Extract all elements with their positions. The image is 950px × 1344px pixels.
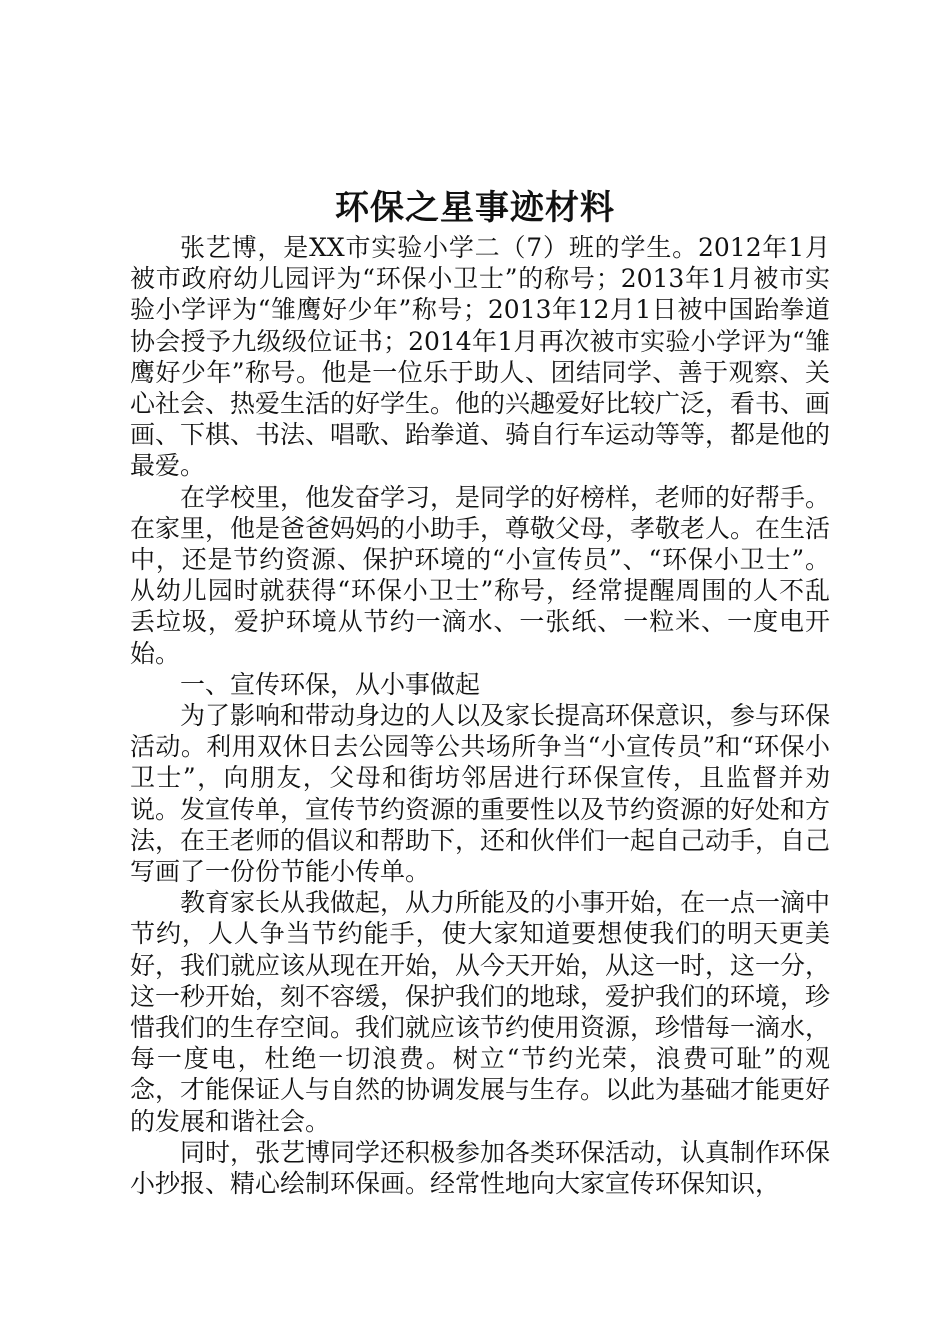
paragraph-activities: 同时，张艺博同学还积极参加各类环保活动，认真制作环保小抄报、精心绘制环保画。经常性地向大家宣传环保知识，: [130, 1137, 831, 1199]
paragraph-promotion: 为了影响和带动身边的人以及家长提高环保意识，参与环保活动。利用双休日去公园等公共场所争当“小宣传员”和“环保小卫士”，向朋友，父母和街坊邻居进行环保宣传，且监督并劝说。发宣传单，宣传节约资源的重要性以及节约资源的好处和方法，在王老师的倡议和帮助下，还和伙伴们一起自己动手，自己写画了一份份节能小传单。: [130, 701, 831, 887]
paragraph-intro: 张艺博，是XX市实验小学二（7）班的学生。2012年1月被市政府幼儿园评为“环保小卫士”的称号；2013年1月被市实验小学评为“雏鹰好少年”称号；2013年12月1日被中国跆拳道协会授予九级级位证书；2014年1月再次被市实验小学评为“雏鹰好少年”称号。他是一位乐于助人、团结同学、善于观察、关心社会、热爱生活的好学生。他的兴趣爱好比较广泛，看书、画画、下棋、书法、唱歌、跆拳道、骑自行车运动等等，都是他的最爱。: [130, 233, 831, 481]
section-heading: 一、宣传环保，从小事做起: [180, 669, 481, 699]
document-body: [130, 232, 830, 1199]
document-title: 环保之星事迹材料: [335, 188, 615, 228]
paragraph-school-home: 在学校里，他发奋学习，是同学的好榜样，老师的好帮手。在家里，他是爸爸妈妈的小助手，尊敬父母，孝敬老人。在生活中，还是节约资源、保护环境的“小宣传员”、“环保小卫士”。从幼儿园时就获得“环保小卫士”称号，经常提醒周围的人不乱丢垃圾，爱护环境从节约一滴水、一张纸、一粒米、一度电开始。: [130, 482, 831, 668]
paragraph-education: 教育家长从我做起，从力所能及的小事开始，在一点一滴中节约，人人争当节约能手，使大家知道要想使我们的明天更美好，我们就应该从现在开始，从今天开始，从这一时，这一分，这一秒开始，刻不容缓，保护我们的地球，爱护我们的环境，珍惜我们的生存空间。我们就应该节约使用资源，珍惜每一滴水，每一度电，杜绝一切浪费。树立“节约光荣，浪费可耻”的观念，才能保证人与自然的协调发展与生存。以此为基础才能更好的发展和谐社会。: [130, 888, 831, 1136]
